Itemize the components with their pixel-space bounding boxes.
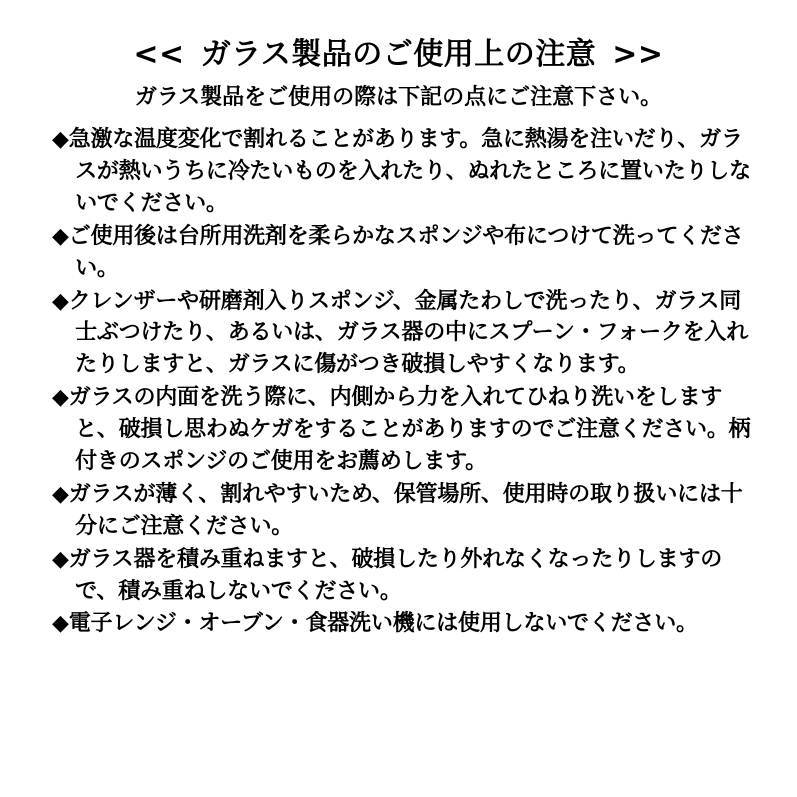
title-right-mark: >> [612, 37, 664, 72]
list-item: ◆ご使用後は台所用洗剤を柔らかなスポンジや布につけて洗ってください。 [52, 223, 744, 281]
title-left-mark: << [133, 37, 185, 72]
list-item: ◆ガラスが薄く、割れやすいため、保管場所、使用時の取り扱いには十分にご注意ください。 [52, 481, 743, 539]
list-item: ◆電子レンジ・オーブン・食器洗い機には使用しないでください。 [52, 611, 698, 637]
list-item: ◆クレンザーや研磨剤入りスポンジ、金属たわしで洗ったり、ガラス同士ぶつけたり、あるいは、ガラス器の中にスプーン・フォークを入れたりしますと、ガラスに傷がつき破損しやすくなります。 [52, 288, 749, 378]
title-text: ガラス製品のご使用上の注意 [200, 37, 597, 72]
page-title [30, 36, 767, 74]
list-item: ◆ガラスの内面を洗う際に、内側から力を入れてひねり洗いをしますと、破損し思わぬケガをすることがありますのでご注意ください。柄付きのスポンジのご使用をお薦めします。 [52, 385, 751, 474]
list-item: ◆急激な温度変化で割れることがあります。急に熱湯を注いだり、ガラスが熱いうちに冷たいものを入れたり、ぬれたところに置いたりしないでください。 [52, 127, 751, 216]
page-subtitle: ガラス製品をご使用の際は下記の点にご注意下さい。 [134, 84, 663, 110]
list-item: ◆ガラス器を積み重ねますと、破損したり外れなくなったりしますので、積み重ねしないでください。 [52, 546, 723, 604]
notes-list [30, 124, 767, 640]
